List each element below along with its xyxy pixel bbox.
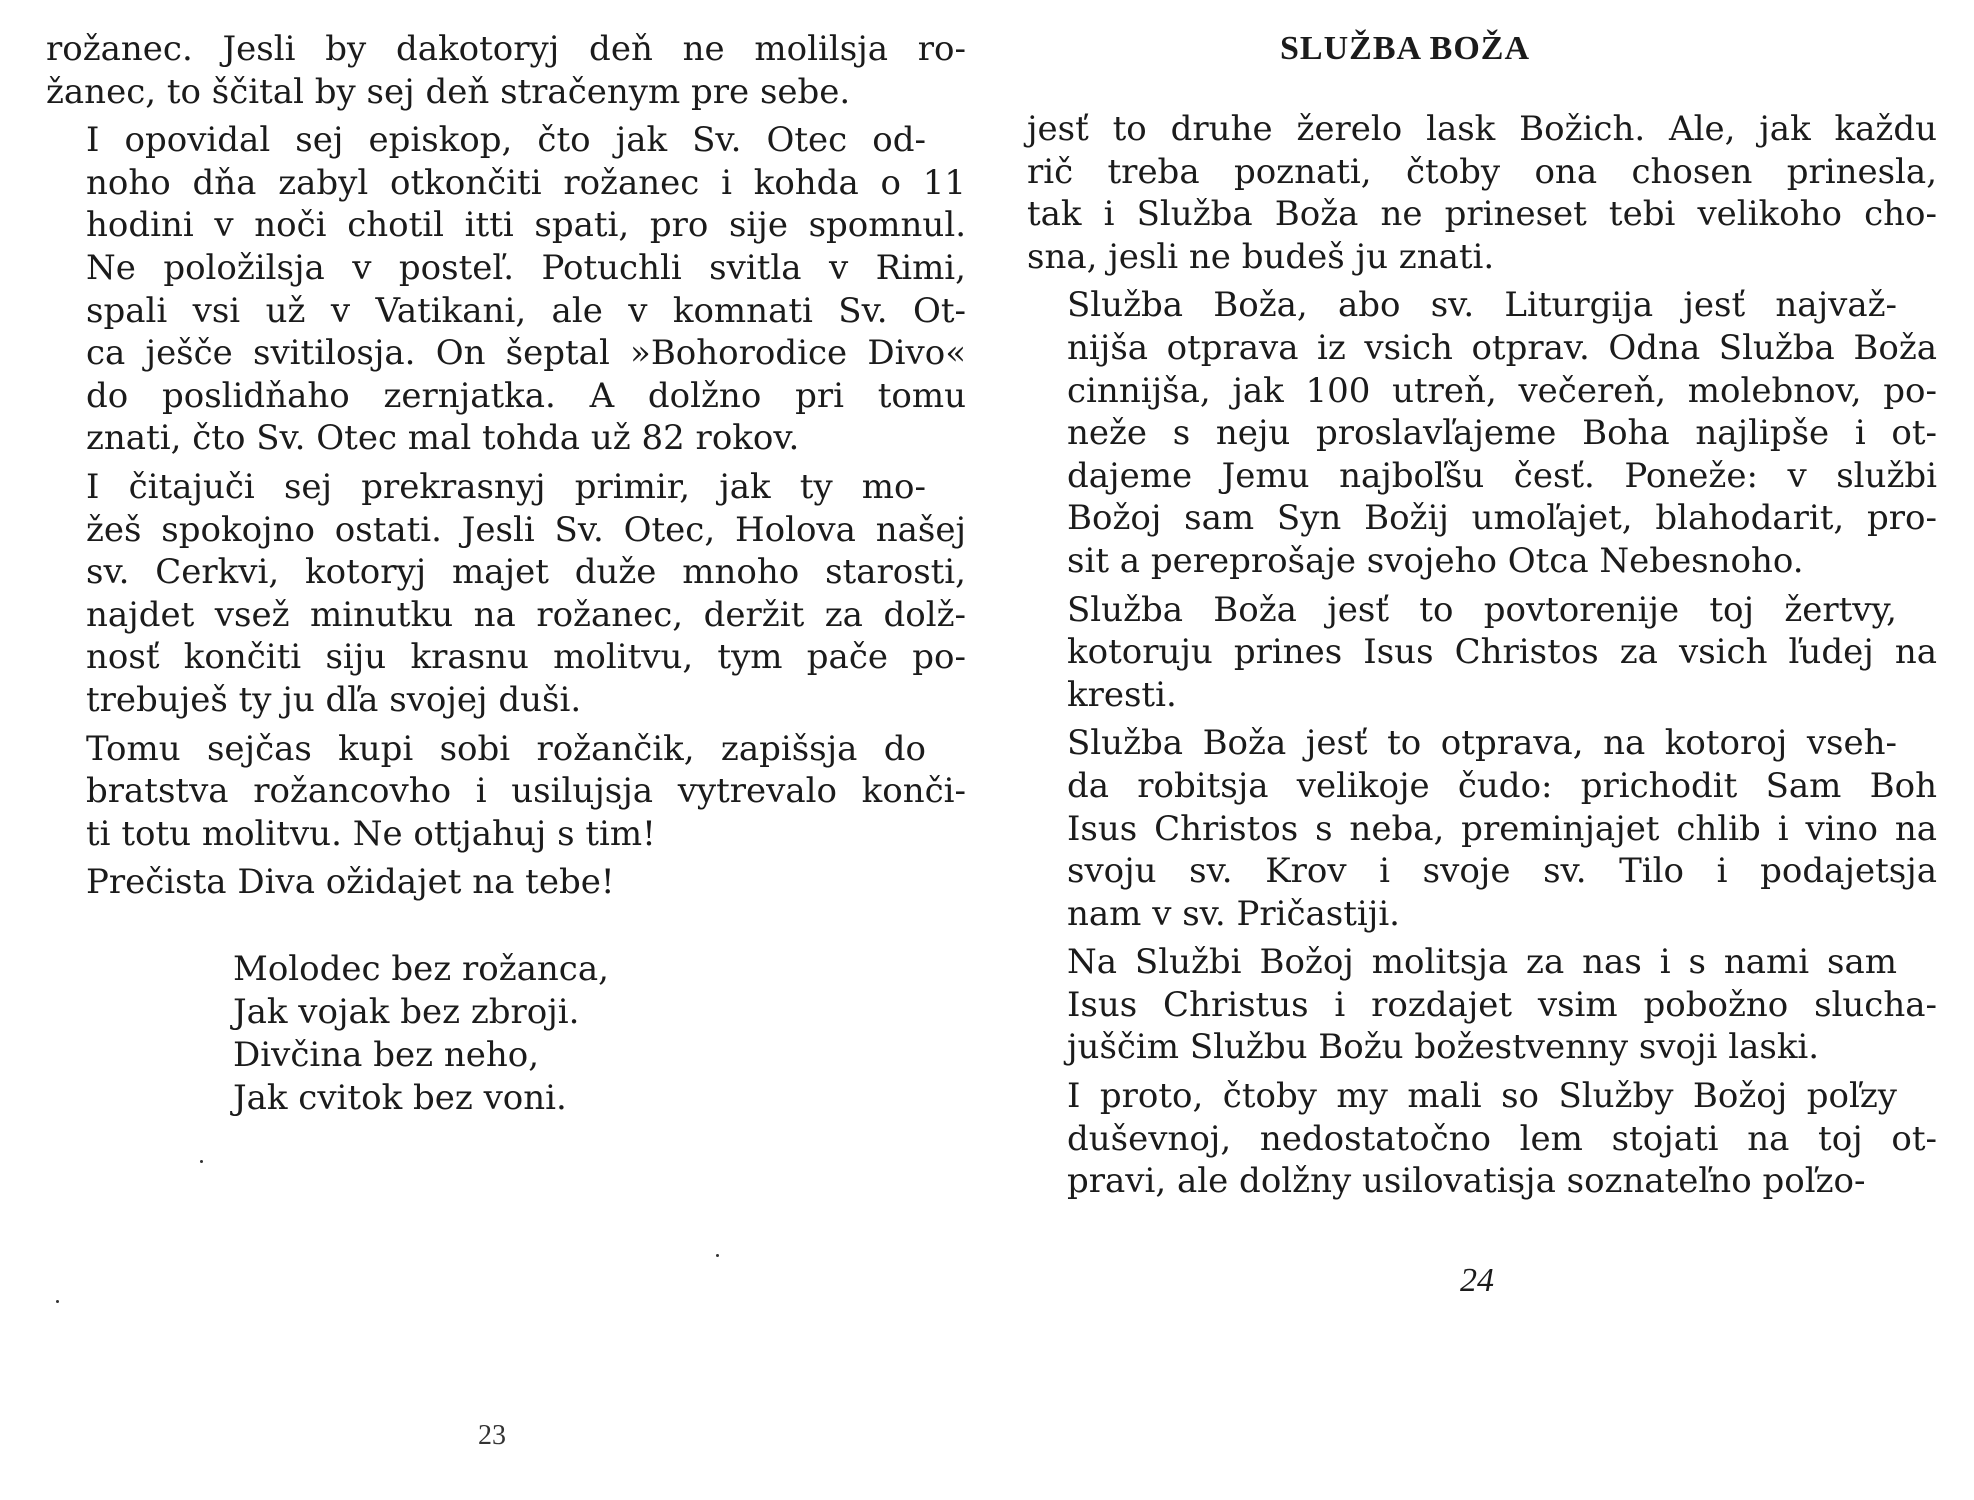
text-line: noho dňa zabyl otkončiti rožanec i kohda o 11 <box>86 162 966 203</box>
text-line: jesť to druhe žerelo lask Božich. Ale, jak každu <box>1027 109 1937 149</box>
paragraph <box>46 728 966 856</box>
text-line: trebuješ ty ju dľa svojej duši. <box>86 679 582 720</box>
paragraph <box>1027 108 1937 278</box>
text-line: Isus Christos s neba, preminjajet chlib i vino na <box>1067 808 1937 849</box>
text-line: Prečista Diva ožidajet na tebe! <box>86 862 615 903</box>
text-line: sit a pereprošaje svojeho Otca Nebesnoho. <box>1067 540 1804 581</box>
text-line: kotoruju prines Isus Christos za vsich ľudej na <box>1067 632 1937 673</box>
paragraph <box>46 466 966 722</box>
text-line: pravi, ale dolžny usilovatisja soznateľno poľzo- <box>1067 1161 1866 1202</box>
right-page-number: 24 <box>1460 1262 1494 1299</box>
text-line: Služba Boža jesť to povtorenije toj žertvy, <box>1067 589 1897 630</box>
text-line: dajeme Jemu najboľšu česť. Poneže: v službi <box>1067 455 1937 496</box>
paragraph <box>1027 941 1937 1069</box>
text-line: znati, čto Sv. Otec mal tohda už 82 rokov. <box>86 418 800 459</box>
poem-line: Molodec bez rožanca, <box>233 949 609 989</box>
text-line: I opovidal sej episkop, čto jak Sv. Otec od- <box>86 120 926 161</box>
text-line: Božoj sam Syn Božij umoľajet, blahodarit, pro- <box>1067 498 1937 539</box>
text-line: Služba Boža jesť to otprava, na kotoroj vseh- <box>1067 723 1897 764</box>
poem-line: Divčina bez neho, <box>233 1035 540 1075</box>
text-line: sna, jesli ne budeš ju znati. <box>1027 236 1495 277</box>
chapter-heading: SLUŽBA BOŽA <box>1280 30 1531 67</box>
paragraph <box>1027 589 1937 717</box>
text-line: Ne položilsja v posteľ. Potuchli svitla v Rimi, <box>86 247 966 288</box>
paragraph <box>46 119 966 460</box>
text-line: nam v sv. Pričastiji. <box>1067 893 1400 934</box>
text-line: bratstva rožancovho i usilujsja vytrevalo konči- <box>86 771 966 812</box>
text-line: do poslidňaho zernjatka. A dolžno pri tomu <box>86 375 966 416</box>
text-line: ca ješče svitilosja. On šeptal »Bohorodice Divo« <box>86 333 966 374</box>
right-text-column <box>1027 108 1937 1209</box>
text-line: žeš spokojno ostati. Jesli Sv. Otec, Holova našej <box>86 509 966 550</box>
text-line: I proto, čtoby my mali so Služby Božoj poľzy <box>1067 1076 1897 1117</box>
text-line: rič treba poznati, čtoby ona chosen prinesla, <box>1027 151 1937 192</box>
text-line: nosť končiti siju krasnu molitvu, tym pače po- <box>86 637 966 678</box>
poem-line: Jak vojak bez zbroji. <box>233 992 580 1032</box>
paragraph <box>1027 284 1937 582</box>
text-line: I čitajuči sej prekrasnyj primir, jak ty mo- <box>86 466 926 507</box>
text-line: cinnijša, jak 100 utreň, večereň, molebnov, po- <box>1067 370 1937 411</box>
poem-line: Jak cvitok bez voni. <box>233 1078 567 1118</box>
left-text-column <box>46 28 966 910</box>
text-line: spali vsi už v Vatikani, ale v komnati Sv. Ot- <box>86 290 966 331</box>
text-line: rožanec. Jesli by dakotoryj deň ne molilsja ro- <box>46 29 966 69</box>
paragraph <box>1027 1075 1937 1203</box>
text-line: nijša otprava iz vsich otprav. Odna Služba Boža <box>1067 327 1937 368</box>
text-line: neže s neju proslavľajeme Boha najlipše i ot- <box>1067 413 1937 454</box>
text-line: da robitsja velikoje čudo: prichodit Sam Boh <box>1067 765 1937 806</box>
text-line: najdet vsež minutku na rožanec, deržit za dolž- <box>86 594 966 635</box>
print-speck <box>716 1254 719 1257</box>
text-line: duševnoj, nedostatočno lem stojati na toj ot- <box>1067 1118 1937 1159</box>
left-page-number: 23 <box>478 1420 506 1451</box>
text-line: kresti. <box>1067 674 1177 715</box>
text-line: Isus Christus i rozdajet vsim pobožno slucha- <box>1067 984 1937 1025</box>
text-line: hodini v noči chotil itti spati, pro sije spomnul. <box>86 205 966 246</box>
text-line: Na Službi Božoj molitsja za nas i s nami sam <box>1067 942 1897 983</box>
text-line: svoju sv. Krov i svoje sv. Tilo i podajetsja <box>1067 851 1937 892</box>
paragraph <box>46 28 966 113</box>
text-line: Služba Boža, abo sv. Liturgija jesť najvaž- <box>1067 285 1897 326</box>
print-speck <box>56 1300 59 1303</box>
text-line: ti totu molitvu. Ne ottjahuj s tim! <box>86 813 656 854</box>
text-line: sv. Cerkvi, kotoryj majet duže mnoho starosti, <box>86 552 966 593</box>
print-speck <box>200 1160 203 1163</box>
text-line: juščim Službu Božu božestvenny svoji laski. <box>1067 1027 1820 1068</box>
paragraph <box>46 861 966 904</box>
paragraph <box>1027 722 1937 935</box>
poem <box>233 948 609 1120</box>
text-line: žanec, to ščital by sej deň stračenym pre sebe. <box>46 71 851 112</box>
text-line: tak i Služba Boža ne prineset tebi velikoho cho- <box>1027 194 1937 235</box>
text-line: Tomu sejčas kupi sobi rožančik, zapišsja do <box>86 728 926 769</box>
